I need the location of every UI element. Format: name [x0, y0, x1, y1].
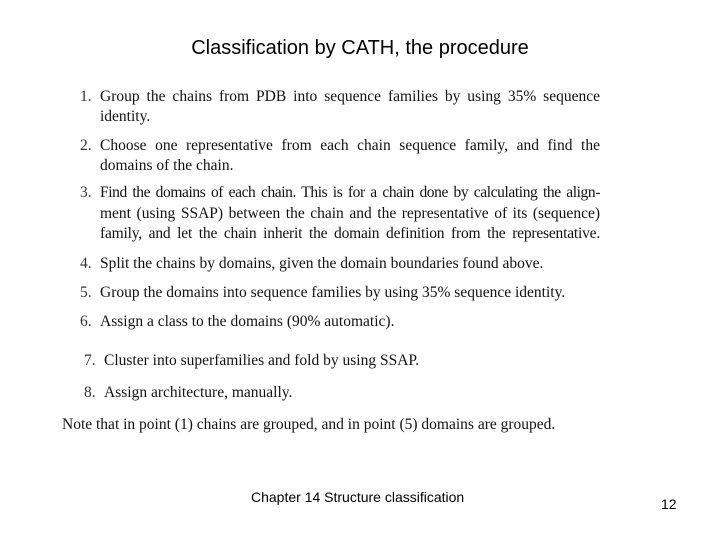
slide-title: Classification by CATH, the procedure — [191, 37, 529, 59]
slide-footer: Chapter 14 Structure classification — [251, 489, 465, 505]
item-text: Group the chains from PDB into sequence families by using 35% sequence — [100, 88, 600, 105]
page-number: 12 — [661, 496, 677, 512]
item-text: Assign a class to the domains (90% automatic). — [100, 313, 395, 330]
item-text: Find the domains of each chain. This is for a chain done by calculating the align- — [100, 184, 600, 201]
note-text: Note that in point (1) chains are grouped, and in point (5) domains are grouped. — [62, 416, 556, 433]
item-text: Choose one representative from each chain sequence family, and find the — [100, 137, 600, 154]
item-number: 1. — [80, 88, 92, 105]
item-number: 3. — [80, 184, 92, 201]
item-text: Group the domains into sequence families by using 35% sequence identity. — [100, 284, 566, 301]
item-number: 5. — [80, 284, 92, 301]
item-text: domains of the chain. — [100, 157, 234, 174]
item-text: Split the chains by domains, given the domain boundaries found above. — [100, 255, 544, 272]
item-text: Assign architecture, manually. — [104, 384, 293, 401]
item-text: ment (using SSAP) between the chain and the representative of its (sequence) — [100, 205, 600, 222]
item-text: family, and let the chain inherit the domain definition from the representative. — [100, 225, 600, 242]
item-text: identity. — [100, 108, 151, 125]
item-number: 7. — [84, 352, 96, 369]
item-number: 4. — [80, 255, 92, 272]
item-text: Cluster into superfamilies and fold by using SSAP. — [104, 352, 420, 369]
item-number: 8. — [84, 384, 96, 401]
item-number: 2. — [80, 137, 92, 154]
item-number: 6. — [80, 313, 92, 330]
